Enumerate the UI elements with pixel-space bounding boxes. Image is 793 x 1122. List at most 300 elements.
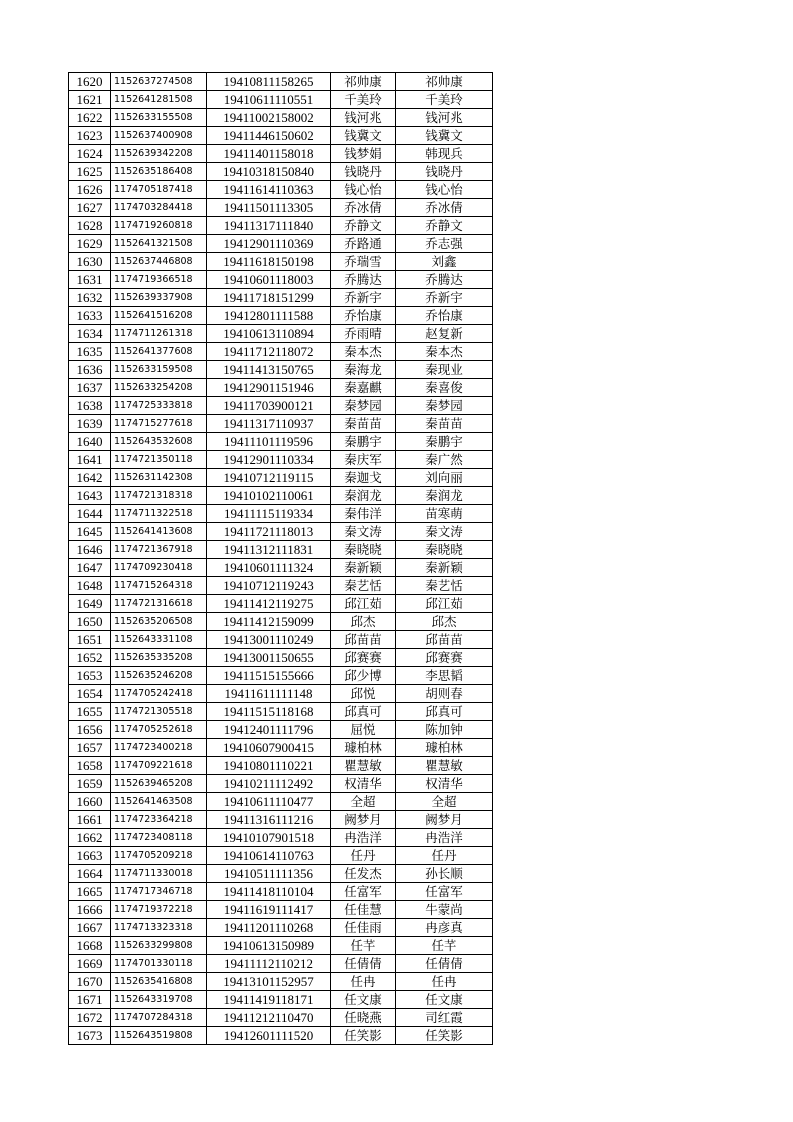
exam-number-cell: 19412901110369	[207, 235, 331, 253]
name-cell: 钱河兆	[331, 109, 396, 127]
name-cell: 钱冀文	[331, 127, 396, 145]
row-number-cell: 1646	[69, 541, 111, 559]
row-number-cell: 1665	[69, 883, 111, 901]
id-code-cell: 1152635206508	[111, 613, 207, 631]
row-number-cell: 1627	[69, 199, 111, 217]
table-row	[69, 577, 493, 595]
exam-number-cell: 19411703900121	[207, 397, 331, 415]
exam-number-cell: 19411201110268	[207, 919, 331, 937]
second-name-cell: 乔静文	[396, 217, 493, 235]
name-cell: 任丹	[331, 847, 396, 865]
second-name-cell: 祁帅康	[396, 73, 493, 91]
exam-number-cell: 19411614110363	[207, 181, 331, 199]
name-cell: 祁帅康	[331, 73, 396, 91]
id-code-cell: 1174721305518	[111, 703, 207, 721]
id-code-cell: 1152633254208	[111, 379, 207, 397]
second-name-cell: 赵复新	[396, 325, 493, 343]
id-code-cell: 1152641377608	[111, 343, 207, 361]
row-number-cell: 1649	[69, 595, 111, 613]
row-number-cell: 1654	[69, 685, 111, 703]
table-row	[69, 199, 493, 217]
id-code-cell: 1174725333818	[111, 397, 207, 415]
name-cell: 秦新颖	[331, 559, 396, 577]
exam-number-cell: 19411412119275	[207, 595, 331, 613]
id-code-cell: 1174715264318	[111, 577, 207, 595]
id-code-cell: 1174717346718	[111, 883, 207, 901]
row-number-cell: 1669	[69, 955, 111, 973]
exam-number-cell: 19412401111796	[207, 721, 331, 739]
row-number-cell: 1638	[69, 397, 111, 415]
id-code-cell: 1174723408118	[111, 829, 207, 847]
table-row	[69, 685, 493, 703]
table-row	[69, 649, 493, 667]
id-code-cell: 1174705187418	[111, 181, 207, 199]
row-number-cell: 1658	[69, 757, 111, 775]
second-name-cell: 秦鹏宇	[396, 433, 493, 451]
second-name-cell: 阙梦月	[396, 811, 493, 829]
id-code-cell: 1174705252618	[111, 721, 207, 739]
row-number-cell: 1671	[69, 991, 111, 1009]
table-row	[69, 1027, 493, 1045]
second-name-cell: 瞿慧敏	[396, 757, 493, 775]
table-row	[69, 181, 493, 199]
table-row	[69, 739, 493, 757]
exam-number-cell: 19411721118013	[207, 523, 331, 541]
row-number-cell: 1659	[69, 775, 111, 793]
exam-number-cell: 19410613150989	[207, 937, 331, 955]
name-cell: 乔路通	[331, 235, 396, 253]
table-row	[69, 433, 493, 451]
second-name-cell: 秦艺恬	[396, 577, 493, 595]
id-code-cell: 1174723364218	[111, 811, 207, 829]
name-cell: 秦文涛	[331, 523, 396, 541]
table-row	[69, 613, 493, 631]
row-number-cell: 1664	[69, 865, 111, 883]
name-cell: 秦晓晓	[331, 541, 396, 559]
exam-number-cell: 19411515155666	[207, 667, 331, 685]
table-row	[69, 847, 493, 865]
table-row	[69, 379, 493, 397]
id-code-cell: 1152641413608	[111, 523, 207, 541]
table-row	[69, 163, 493, 181]
id-code-cell: 1174721367918	[111, 541, 207, 559]
table-row	[69, 487, 493, 505]
name-cell: 乔新宇	[331, 289, 396, 307]
table-row	[69, 793, 493, 811]
id-code-cell: 1174711330018	[111, 865, 207, 883]
table-row	[69, 775, 493, 793]
name-cell: 秦迦戈	[331, 469, 396, 487]
row-number-cell: 1662	[69, 829, 111, 847]
id-code-cell: 1174705242418	[111, 685, 207, 703]
table-row	[69, 253, 493, 271]
table-row	[69, 829, 493, 847]
table-row	[69, 595, 493, 613]
id-code-cell: 1152639465208	[111, 775, 207, 793]
second-name-cell: 任丹	[396, 847, 493, 865]
name-cell: 任冉	[331, 973, 396, 991]
name-cell: 秦伟洋	[331, 505, 396, 523]
name-cell: 邱悦	[331, 685, 396, 703]
name-cell: 乔冰倩	[331, 199, 396, 217]
table-row	[69, 91, 493, 109]
exam-number-cell: 19410611110551	[207, 91, 331, 109]
row-number-cell: 1621	[69, 91, 111, 109]
table-row	[69, 235, 493, 253]
exam-number-cell: 19411619111417	[207, 901, 331, 919]
name-cell: 邱苗苗	[331, 631, 396, 649]
second-name-cell: 陈加钟	[396, 721, 493, 739]
second-name-cell: 任倩倩	[396, 955, 493, 973]
row-number-cell: 1653	[69, 667, 111, 685]
name-cell: 任笑影	[331, 1027, 396, 1045]
row-number-cell: 1643	[69, 487, 111, 505]
name-cell: 任晓燕	[331, 1009, 396, 1027]
exam-number-cell: 19412901151946	[207, 379, 331, 397]
row-number-cell: 1640	[69, 433, 111, 451]
second-name-cell: 任冉	[396, 973, 493, 991]
row-number-cell: 1625	[69, 163, 111, 181]
name-cell: 任倩倩	[331, 955, 396, 973]
exam-number-cell: 19411515118168	[207, 703, 331, 721]
exam-number-cell: 19413001150655	[207, 649, 331, 667]
second-name-cell: 任富军	[396, 883, 493, 901]
id-code-cell: 1174703284418	[111, 199, 207, 217]
row-number-cell: 1644	[69, 505, 111, 523]
table-row	[69, 127, 493, 145]
exam-number-cell: 19412901110334	[207, 451, 331, 469]
second-name-cell: 孙长顺	[396, 865, 493, 883]
exam-number-cell: 19413001110249	[207, 631, 331, 649]
id-code-cell: 1152637400908	[111, 127, 207, 145]
id-code-cell: 1152631142308	[111, 469, 207, 487]
exam-number-cell: 19411212110470	[207, 1009, 331, 1027]
row-number-cell: 1647	[69, 559, 111, 577]
id-code-cell: 1174711261318	[111, 325, 207, 343]
table-row	[69, 325, 493, 343]
id-code-cell: 1174715277618	[111, 415, 207, 433]
row-number-cell: 1639	[69, 415, 111, 433]
name-cell: 璩柏林	[331, 739, 396, 757]
exam-number-cell: 19411611111148	[207, 685, 331, 703]
second-name-cell: 乔腾达	[396, 271, 493, 289]
exam-number-cell: 19410607900415	[207, 739, 331, 757]
exam-number-cell: 19411412159099	[207, 613, 331, 631]
second-name-cell: 秦文涛	[396, 523, 493, 541]
second-name-cell: 秦现业	[396, 361, 493, 379]
second-name-cell: 冉彦真	[396, 919, 493, 937]
second-name-cell: 苗寒萌	[396, 505, 493, 523]
row-number-cell: 1632	[69, 289, 111, 307]
second-name-cell: 秦润龙	[396, 487, 493, 505]
name-cell: 全超	[331, 793, 396, 811]
exam-number-cell: 19411312111831	[207, 541, 331, 559]
second-name-cell: 秦晓晓	[396, 541, 493, 559]
id-code-cell: 1152639342208	[111, 145, 207, 163]
name-cell: 秦艺恬	[331, 577, 396, 595]
row-number-cell: 1651	[69, 631, 111, 649]
table-row	[69, 307, 493, 325]
exam-number-cell: 19411618150198	[207, 253, 331, 271]
table-row	[69, 937, 493, 955]
second-name-cell: 李思韬	[396, 667, 493, 685]
table-row	[69, 559, 493, 577]
name-cell: 冉浩洋	[331, 829, 396, 847]
id-code-cell: 1174721318318	[111, 487, 207, 505]
second-name-cell: 邱杰	[396, 613, 493, 631]
name-cell: 任佳慧	[331, 901, 396, 919]
name-cell: 任文康	[331, 991, 396, 1009]
second-name-cell: 千美玲	[396, 91, 493, 109]
second-name-cell: 胡则春	[396, 685, 493, 703]
id-code-cell: 1174721316618	[111, 595, 207, 613]
exam-number-cell: 19412601111520	[207, 1027, 331, 1045]
id-code-cell: 1152643331108	[111, 631, 207, 649]
id-code-cell: 1174719372218	[111, 901, 207, 919]
id-code-cell: 1152641463508	[111, 793, 207, 811]
id-code-cell: 1174719260818	[111, 217, 207, 235]
row-number-cell: 1641	[69, 451, 111, 469]
exam-number-cell: 19410811158265	[207, 73, 331, 91]
second-name-cell: 刘向丽	[396, 469, 493, 487]
row-number-cell: 1622	[69, 109, 111, 127]
second-name-cell: 钱冀文	[396, 127, 493, 145]
exam-number-cell: 19411316111216	[207, 811, 331, 829]
id-code-cell: 1174719366518	[111, 271, 207, 289]
second-name-cell: 刘鑫	[396, 253, 493, 271]
exam-number-cell: 19411418110104	[207, 883, 331, 901]
name-cell: 乔瑞雪	[331, 253, 396, 271]
name-cell: 秦本杰	[331, 343, 396, 361]
second-name-cell: 邱苗苗	[396, 631, 493, 649]
id-code-cell: 1152635186408	[111, 163, 207, 181]
row-number-cell: 1656	[69, 721, 111, 739]
row-number-cell: 1628	[69, 217, 111, 235]
id-code-cell: 1174713323318	[111, 919, 207, 937]
name-cell: 屈悦	[331, 721, 396, 739]
table-row	[69, 271, 493, 289]
second-name-cell: 任文康	[396, 991, 493, 1009]
second-name-cell: 璩柏林	[396, 739, 493, 757]
row-number-cell: 1657	[69, 739, 111, 757]
table-row	[69, 361, 493, 379]
id-code-cell: 1152633155508	[111, 109, 207, 127]
table-row	[69, 955, 493, 973]
exam-number-cell: 19410801110221	[207, 757, 331, 775]
row-number-cell: 1635	[69, 343, 111, 361]
table-row	[69, 811, 493, 829]
second-name-cell: 司红霞	[396, 1009, 493, 1027]
id-code-cell: 1152643319708	[111, 991, 207, 1009]
exam-number-cell: 19410511111356	[207, 865, 331, 883]
table-row	[69, 109, 493, 127]
id-code-cell: 1152643532608	[111, 433, 207, 451]
id-code-cell: 1152633159508	[111, 361, 207, 379]
table-row	[69, 757, 493, 775]
second-name-cell: 秦本杰	[396, 343, 493, 361]
exam-number-cell: 19411112110212	[207, 955, 331, 973]
name-cell: 邱真可	[331, 703, 396, 721]
table-row	[69, 451, 493, 469]
id-code-cell: 1174709221618	[111, 757, 207, 775]
row-number-cell: 1652	[69, 649, 111, 667]
exam-number-cell: 19410318150840	[207, 163, 331, 181]
exam-number-cell: 19411718151299	[207, 289, 331, 307]
id-code-cell: 1152641516208	[111, 307, 207, 325]
row-number-cell: 1650	[69, 613, 111, 631]
second-name-cell: 秦苗苗	[396, 415, 493, 433]
row-number-cell: 1624	[69, 145, 111, 163]
second-name-cell: 邱赛赛	[396, 649, 493, 667]
name-cell: 邱赛赛	[331, 649, 396, 667]
roster-table	[68, 72, 493, 1045]
name-cell: 乔怡康	[331, 307, 396, 325]
table-row	[69, 343, 493, 361]
id-code-cell: 1152637274508	[111, 73, 207, 91]
table-row	[69, 523, 493, 541]
second-name-cell: 邱真可	[396, 703, 493, 721]
name-cell: 乔腾达	[331, 271, 396, 289]
name-cell: 钱心怡	[331, 181, 396, 199]
row-number-cell: 1623	[69, 127, 111, 145]
second-name-cell: 权清华	[396, 775, 493, 793]
second-name-cell: 乔志强	[396, 235, 493, 253]
exam-number-cell: 19412801111588	[207, 307, 331, 325]
second-name-cell: 秦广然	[396, 451, 493, 469]
table-row	[69, 541, 493, 559]
row-number-cell: 1637	[69, 379, 111, 397]
table-row	[69, 415, 493, 433]
exam-number-cell: 19410601118003	[207, 271, 331, 289]
second-name-cell: 秦新颖	[396, 559, 493, 577]
name-cell: 秦鹏宇	[331, 433, 396, 451]
row-number-cell: 1626	[69, 181, 111, 199]
second-name-cell: 韩现兵	[396, 145, 493, 163]
exam-number-cell: 19410614110763	[207, 847, 331, 865]
second-name-cell: 钱河兆	[396, 109, 493, 127]
row-number-cell: 1663	[69, 847, 111, 865]
exam-number-cell: 19410712119243	[207, 577, 331, 595]
name-cell: 邱杰	[331, 613, 396, 631]
second-name-cell: 秦梦园	[396, 397, 493, 415]
exam-number-cell: 19411002158002	[207, 109, 331, 127]
id-code-cell: 1174707284318	[111, 1009, 207, 1027]
exam-number-cell: 19410613110894	[207, 325, 331, 343]
name-cell: 秦嘉麒	[331, 379, 396, 397]
name-cell: 阙梦月	[331, 811, 396, 829]
exam-number-cell: 19411317111840	[207, 217, 331, 235]
exam-number-cell: 19411446150602	[207, 127, 331, 145]
table-row	[69, 397, 493, 415]
row-number-cell: 1670	[69, 973, 111, 991]
id-code-cell: 1174721350118	[111, 451, 207, 469]
table-row	[69, 469, 493, 487]
row-number-cell: 1634	[69, 325, 111, 343]
id-code-cell: 1152639337908	[111, 289, 207, 307]
exam-number-cell: 19411501113305	[207, 199, 331, 217]
table-row	[69, 145, 493, 163]
name-cell: 千美玲	[331, 91, 396, 109]
id-code-cell: 1174723400218	[111, 739, 207, 757]
id-code-cell: 1152641281508	[111, 91, 207, 109]
row-number-cell: 1655	[69, 703, 111, 721]
row-number-cell: 1667	[69, 919, 111, 937]
second-name-cell: 邱江茹	[396, 595, 493, 613]
name-cell: 秦梦园	[331, 397, 396, 415]
exam-number-cell: 19413101152957	[207, 973, 331, 991]
id-code-cell: 1174701330118	[111, 955, 207, 973]
row-number-cell: 1629	[69, 235, 111, 253]
exam-number-cell: 19411317110937	[207, 415, 331, 433]
exam-number-cell: 19411401158018	[207, 145, 331, 163]
name-cell: 邱江茹	[331, 595, 396, 613]
table-row	[69, 217, 493, 235]
exam-number-cell: 19410211112492	[207, 775, 331, 793]
second-name-cell: 乔怡康	[396, 307, 493, 325]
table-row	[69, 703, 493, 721]
name-cell: 钱梦娟	[331, 145, 396, 163]
id-code-cell: 1174705209218	[111, 847, 207, 865]
row-number-cell: 1648	[69, 577, 111, 595]
table-row	[69, 865, 493, 883]
exam-number-cell: 19411115119334	[207, 505, 331, 523]
second-name-cell: 牛蒙尚	[396, 901, 493, 919]
id-code-cell: 1174711322518	[111, 505, 207, 523]
row-number-cell: 1666	[69, 901, 111, 919]
name-cell: 秦庆军	[331, 451, 396, 469]
second-name-cell: 乔新宇	[396, 289, 493, 307]
exam-number-cell: 19411101119596	[207, 433, 331, 451]
row-number-cell: 1630	[69, 253, 111, 271]
second-name-cell: 任笑影	[396, 1027, 493, 1045]
row-number-cell: 1660	[69, 793, 111, 811]
name-cell: 秦润龙	[331, 487, 396, 505]
row-number-cell: 1661	[69, 811, 111, 829]
name-cell: 乔雨晴	[331, 325, 396, 343]
row-number-cell: 1668	[69, 937, 111, 955]
id-code-cell: 1152635335208	[111, 649, 207, 667]
name-cell: 任发杰	[331, 865, 396, 883]
name-cell: 钱晓丹	[331, 163, 396, 181]
table-row	[69, 901, 493, 919]
second-name-cell: 钱晓丹	[396, 163, 493, 181]
exam-number-cell: 19411413150765	[207, 361, 331, 379]
name-cell: 任富军	[331, 883, 396, 901]
second-name-cell: 秦喜俊	[396, 379, 493, 397]
exam-number-cell: 19411712118072	[207, 343, 331, 361]
second-name-cell: 全超	[396, 793, 493, 811]
id-code-cell: 1174709230418	[111, 559, 207, 577]
exam-number-cell: 19410712119115	[207, 469, 331, 487]
name-cell: 秦海龙	[331, 361, 396, 379]
name-cell: 瞿慧敏	[331, 757, 396, 775]
row-number-cell: 1645	[69, 523, 111, 541]
row-number-cell: 1673	[69, 1027, 111, 1045]
name-cell: 邱少博	[331, 667, 396, 685]
table-row	[69, 631, 493, 649]
table-row	[69, 289, 493, 307]
exam-number-cell: 19411419118171	[207, 991, 331, 1009]
exam-number-cell: 19410611110477	[207, 793, 331, 811]
id-code-cell: 1152633299808	[111, 937, 207, 955]
table-row	[69, 667, 493, 685]
table-row	[69, 991, 493, 1009]
table-row	[69, 919, 493, 937]
exam-number-cell: 19410102110061	[207, 487, 331, 505]
table-row	[69, 721, 493, 739]
row-number-cell: 1636	[69, 361, 111, 379]
name-cell: 秦苗苗	[331, 415, 396, 433]
